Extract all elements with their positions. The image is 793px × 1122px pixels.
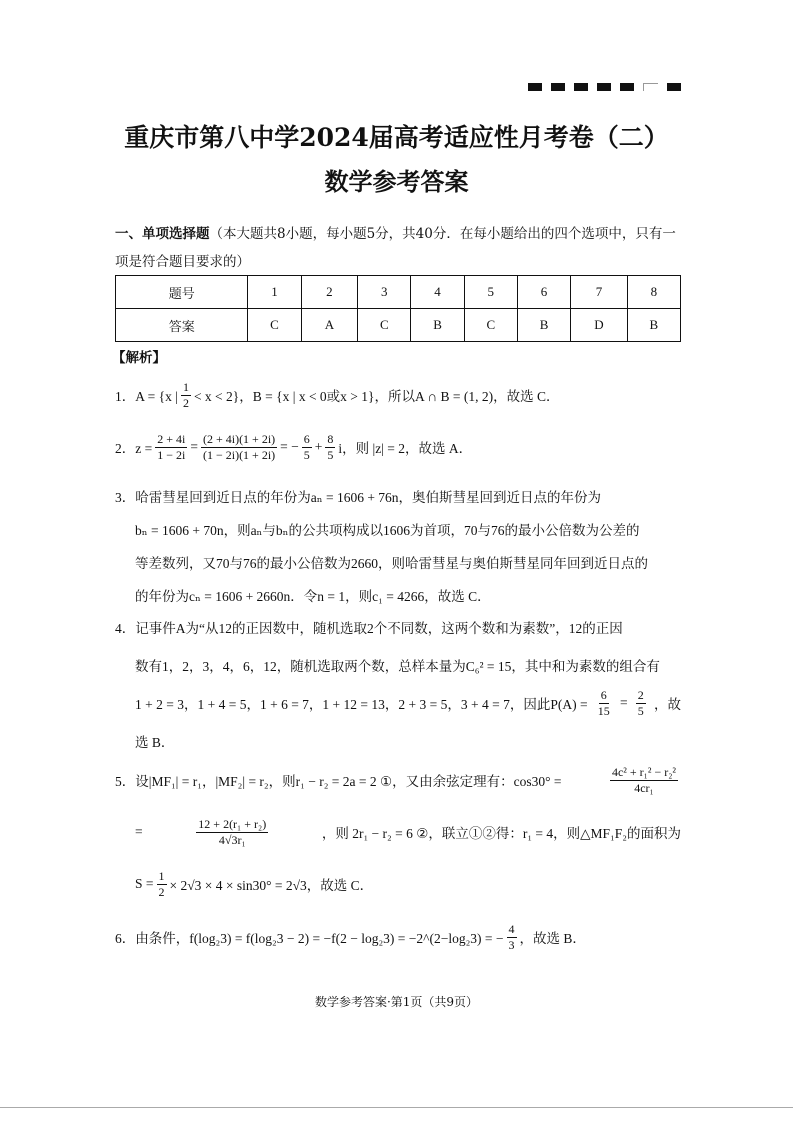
solution-line <box>115 512 681 546</box>
fraction <box>157 869 167 900</box>
fraction-denominator: 15 <box>597 703 610 718</box>
fraction <box>610 765 678 796</box>
text-segment: 4．记事件A为“从12的正因数中，随机选取2个不同数，这两个数和为素数”，12的正因 <box>115 621 623 636</box>
solution-line <box>115 815 681 849</box>
solution-line <box>115 648 681 682</box>
answer-table <box>115 275 681 342</box>
header-marks <box>528 83 681 91</box>
table-row-numbers <box>116 276 681 309</box>
text-segment: 6．由条件，f(log₂3) = f(log₂3 − 2) = −f(2 − log₂3) = −2^(2−log₂3) = − <box>115 931 504 946</box>
mark-open <box>643 83 658 91</box>
fraction-denominator: 5 <box>327 447 334 462</box>
analysis-label: 【解析】 <box>112 350 166 366</box>
fraction-denominator: 1 − 2i <box>157 447 186 462</box>
fraction-denominator: 4√3r₁ <box>218 832 246 847</box>
text-segment: × 2√3 × 4 × sin30° = 2√3，故选 C． <box>169 878 374 893</box>
solution-line <box>115 724 681 758</box>
fraction-numerator: 8 <box>327 431 334 446</box>
text-segment: ，故选 B． <box>519 931 586 946</box>
solution-item <box>115 479 681 612</box>
answer-cell: C <box>464 309 517 342</box>
fraction-denominator: 2 <box>182 395 189 410</box>
text-segment: = <box>619 695 628 710</box>
solution-line <box>115 430 681 464</box>
fraction-numerator: 1 <box>158 868 165 883</box>
fraction-numerator: 6 <box>600 687 607 702</box>
solution-line <box>115 545 681 579</box>
text-segment: = − <box>280 439 299 454</box>
answer-cell: C <box>358 309 411 342</box>
solution-item <box>115 920 681 954</box>
number-cell: 3 <box>358 276 411 309</box>
text-segment: < x < 2}，B = {x | x < 0或x > 1}，所以A ∩ B = (1, 2)，故选 C． <box>193 389 560 404</box>
fraction-numerator: 2 + 4i <box>157 431 186 446</box>
fraction-denominator: 5 <box>303 447 310 462</box>
text-segment: ，故 <box>653 697 681 712</box>
fraction <box>201 432 277 463</box>
page-bottom-divider <box>0 1107 793 1108</box>
text-segment: 等差数列，又70与76的最小公倍数为2660，则哈雷彗星与奥伯斯彗星同年回到近日点的 <box>135 556 648 571</box>
number-cell: 2 <box>301 276 358 309</box>
fraction-denominator: 4cr₁ <box>634 780 654 795</box>
number-cell: 6 <box>517 276 570 309</box>
solution-line <box>115 479 681 513</box>
number-cell: 1 <box>248 276 301 309</box>
text-segment: + <box>314 439 323 454</box>
text-segment: 1 + 2 = 3，1 + 4 = 5，1 + 6 = 7，1 + 12 = 13，2 + 3 = 5，3 + 4 = 7，因此P(A) = <box>135 697 588 712</box>
text-segment: 5．设|MF₁| = r₁，|MF₂| = r₂，则r₁ − r₂ = 2a = 2 ①，又由余弦定理有：cos30° = <box>115 774 562 789</box>
row-label: 题号 <box>116 276 248 309</box>
page-subtitle: 数学参考答案 <box>324 167 469 196</box>
fraction-numerator: 12 + 2(r₁ + r₂) <box>198 816 267 831</box>
solution-item <box>115 610 681 758</box>
fraction-denominator: 2 <box>158 884 165 899</box>
text-segment: = <box>190 439 198 454</box>
fraction <box>325 432 335 463</box>
fraction-numerator: 4c² + r₁² − r₂² <box>611 764 676 779</box>
solution-line <box>115 763 681 797</box>
solution-line <box>115 867 681 901</box>
mark <box>528 83 542 91</box>
fraction-denominator: 3 <box>508 937 515 952</box>
number-cell: 4 <box>411 276 464 309</box>
table-row-answers <box>116 309 681 342</box>
fraction-denominator: (1 − 2i)(1 + 2i) <box>202 447 276 462</box>
mark <box>597 83 611 91</box>
solution-item <box>115 430 681 464</box>
fraction-numerator: (2 + 4i)(1 + 2i) <box>202 431 276 446</box>
fraction-numerator: 4 <box>508 921 515 936</box>
fraction <box>302 432 312 463</box>
text-segment: ，则 2r₁ − r₂ = 6 ②，联立①②得：r₁ = 4，则△MF₁F₂的面积为 <box>321 826 681 841</box>
text-segment: S = <box>135 876 154 891</box>
text-segment: bₙ = 1606 + 70n，则aₙ与bₙ的公共项构成以1606为首项，70与76的最小公倍数为公差的 <box>135 523 640 538</box>
answer-cell: D <box>571 309 628 342</box>
fraction <box>636 688 646 719</box>
mark <box>574 83 588 91</box>
answer-cell: B <box>411 309 464 342</box>
text-segment: 数有1，2，3，4，6，12，随机选取两个数，总样本量为C₆² = 15，其中和为素数的组合有 <box>135 659 660 674</box>
text-segment: 选 B． <box>135 735 175 750</box>
number-cell: 7 <box>571 276 628 309</box>
fraction-numerator: 6 <box>303 431 310 446</box>
solution-item <box>115 378 681 412</box>
text-segment: = <box>135 824 143 839</box>
solution-line <box>115 686 681 720</box>
fraction-numerator: 2 <box>637 687 644 702</box>
page-footer: 数学参考答案·第1页（共9页） <box>314 995 479 1009</box>
text-segment: 1．A = {x | <box>115 389 178 404</box>
solution-line <box>115 920 681 954</box>
solution-item <box>115 763 681 901</box>
section-heading <box>115 220 681 276</box>
answer-cell: C <box>248 309 301 342</box>
mark <box>667 83 681 91</box>
fraction <box>181 380 191 411</box>
fraction <box>155 432 187 463</box>
fraction-numerator: 1 <box>182 379 189 394</box>
solution-line <box>115 578 681 612</box>
page-title: 重庆市第八中学2024届高考适应性月考卷（二） <box>124 123 669 152</box>
mark <box>551 83 565 91</box>
section-note: （本大题共8小题，每小题5分，共40分．在每小题给出的四个选项中，只有一项是符合题目要求的） <box>115 226 676 270</box>
mark <box>620 83 634 91</box>
answer-cell: B <box>517 309 570 342</box>
section-title: 一、单项选择题 <box>115 226 210 242</box>
text-segment: 3．哈雷彗星回到近日点的年份为aₙ = 1606 + 76n，奥伯斯彗星回到近日点的年份为 <box>115 490 602 505</box>
answer-cell: B <box>627 309 680 342</box>
fraction-denominator: 5 <box>637 703 644 718</box>
fraction <box>507 922 517 953</box>
solution-line <box>115 610 681 644</box>
text-segment: i，则 |z| = 2，故选 A． <box>338 441 473 456</box>
fraction <box>596 688 612 719</box>
text-segment: 的年份为cₙ = 1606 + 2660n．令n = 1，则c₁ = 4266，故选 C． <box>135 589 491 604</box>
solution-line <box>115 378 681 412</box>
answer-cell: A <box>301 309 358 342</box>
number-cell: 8 <box>627 276 680 309</box>
number-cell: 5 <box>464 276 517 309</box>
row-label: 答案 <box>116 309 248 342</box>
fraction <box>196 817 268 848</box>
text-segment: 2．z = <box>115 441 153 456</box>
